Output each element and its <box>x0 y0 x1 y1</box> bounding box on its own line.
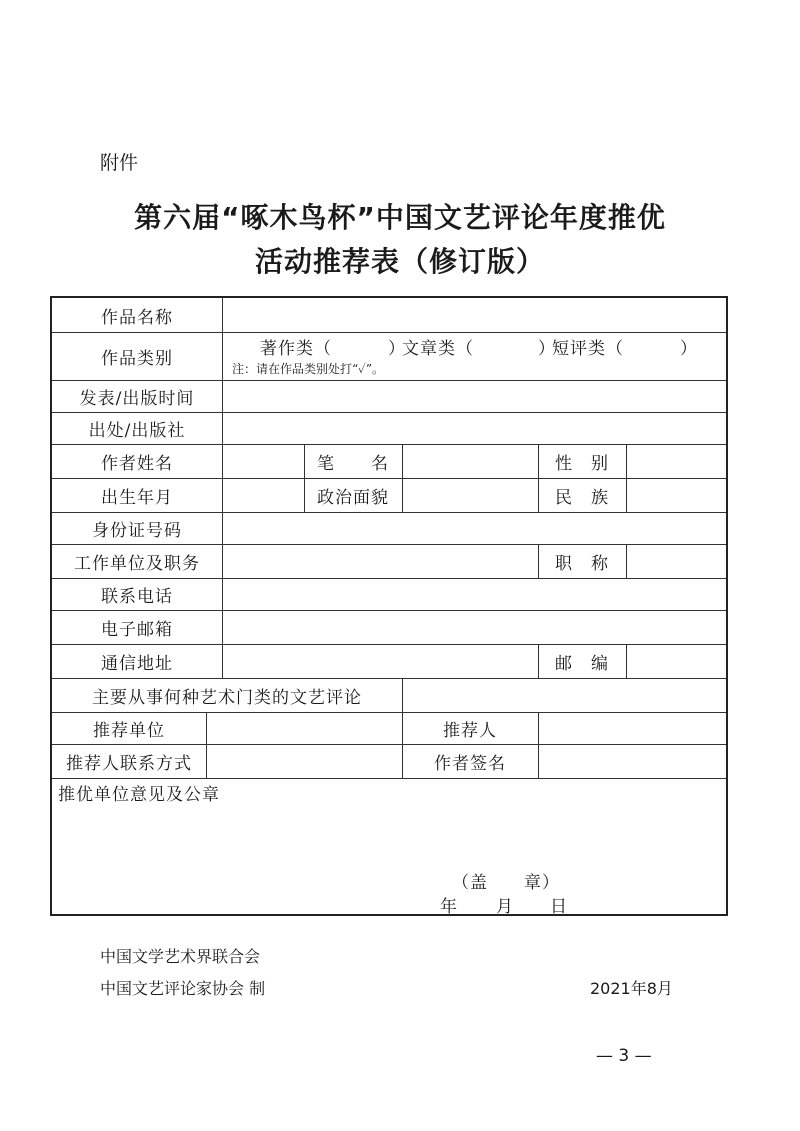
label-ethnicity: 民 族 <box>555 487 609 508</box>
label-recommend-unit: 推荐单位 <box>93 720 165 741</box>
category-article-label: 文章类（ <box>402 338 474 359</box>
label-postcode: 邮 编 <box>555 653 609 674</box>
title-rank-field[interactable] <box>627 544 726 578</box>
pen-name-field[interactable] <box>403 444 538 478</box>
label-work-name: 作品名称 <box>101 307 173 328</box>
footer-org-federation: 中国文学艺术界联合会 <box>100 947 261 966</box>
category-article-close: ） <box>538 338 556 359</box>
category-note: 注：请在作品类别处打“✓”。 <box>232 362 385 376</box>
label-art-field: 主要从事何种艺术门类的文艺评论 <box>92 687 362 708</box>
label-opinion: 推优单位意见及公章 <box>58 784 220 805</box>
label-email: 电子邮箱 <box>101 619 173 640</box>
label-author-signature: 作者签名 <box>434 753 506 774</box>
label-address: 通信地址 <box>101 653 173 674</box>
email-field[interactable] <box>223 610 726 644</box>
recommend-unit-field[interactable] <box>207 712 402 744</box>
label-pen-name: 笔 名 <box>317 453 389 474</box>
employer-position-field[interactable] <box>223 544 538 578</box>
address-field[interactable] <box>223 644 538 678</box>
label-political-status: 政治面貌 <box>317 487 389 508</box>
author-signature-field[interactable] <box>539 744 726 778</box>
date-day-label: 日 <box>550 896 568 917</box>
author-name-field[interactable] <box>223 444 304 478</box>
publish-time-field[interactable] <box>223 380 726 412</box>
phone-field[interactable] <box>223 578 726 610</box>
label-gender: 性 别 <box>555 453 609 474</box>
category-book-label: 著作类（ <box>260 338 332 359</box>
label-recommender-contact: 推荐人联系方式 <box>66 753 192 774</box>
label-phone: 联系电话 <box>101 586 173 607</box>
gender-field[interactable] <box>627 444 726 478</box>
page-number: — 3 — <box>596 1046 652 1066</box>
postcode-field[interactable] <box>627 644 726 678</box>
work-name-field[interactable] <box>223 298 726 332</box>
category-short-close: ） <box>680 338 698 359</box>
recommendation-form <box>50 296 728 916</box>
document-title-line2: 活动推荐表（修订版） <box>254 245 545 278</box>
label-id-number: 身份证号码 <box>92 520 182 541</box>
document-title-line1: 第六届“啄木鸟杯”中国文艺评论年度推优 <box>134 201 666 234</box>
birth-date-field[interactable] <box>223 478 304 512</box>
category-short-label: 短评类（ <box>552 338 624 359</box>
label-recommender: 推荐人 <box>443 720 497 741</box>
label-author-name: 作者姓名 <box>101 453 173 474</box>
category-book-close: ） <box>388 338 406 359</box>
recommender-field[interactable] <box>539 712 726 744</box>
footer-org-association: 中国文艺评论家协会 制 <box>100 979 266 998</box>
opinion-field[interactable] <box>52 804 726 864</box>
date-year-label: 年 <box>440 896 458 917</box>
label-work-category: 作品类别 <box>101 348 173 369</box>
ethnicity-field[interactable] <box>627 478 726 512</box>
label-publish-time: 发表/出版时间 <box>79 388 195 409</box>
id-number-field[interactable] <box>223 512 726 544</box>
publisher-field[interactable] <box>223 412 726 444</box>
political-status-field[interactable] <box>403 478 538 512</box>
label-title-rank: 职 称 <box>555 553 609 574</box>
art-field-field[interactable] <box>403 678 726 712</box>
footer-date: 2021年8月 <box>590 979 673 998</box>
date-month-label: 月 <box>496 896 514 917</box>
recommender-contact-field[interactable] <box>207 744 402 778</box>
attachment-label: 附件 <box>100 152 139 174</box>
seal-label: （盖 章） <box>452 872 560 893</box>
label-birth-date: 出生年月 <box>101 487 173 508</box>
label-publisher: 出处/出版社 <box>88 420 186 441</box>
label-employer-position: 工作单位及职务 <box>74 553 200 574</box>
